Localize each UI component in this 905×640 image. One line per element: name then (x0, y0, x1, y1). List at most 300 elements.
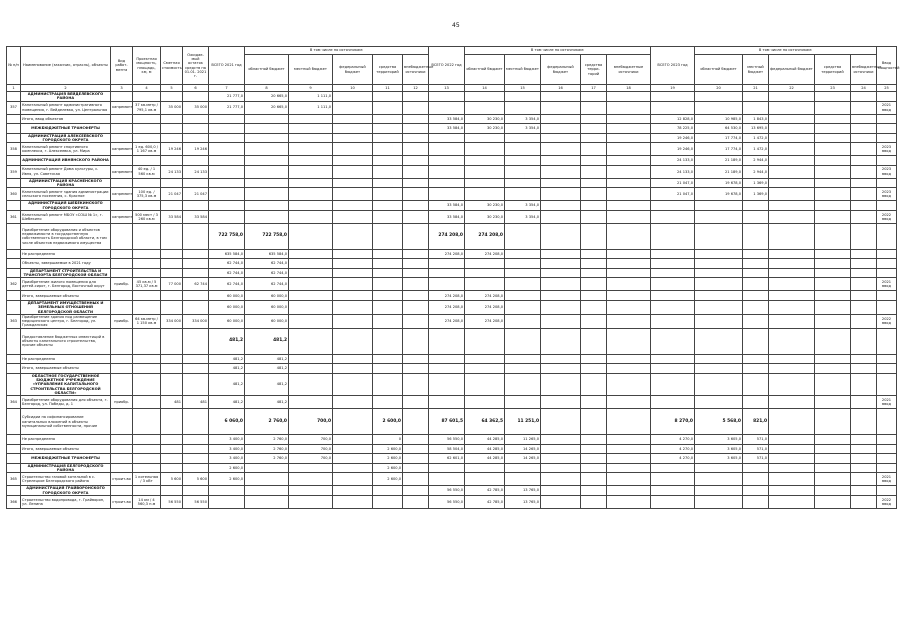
column-number: 10 (333, 85, 373, 92)
value-cell: 62 744,0 (245, 259, 289, 269)
header-col-13: ВСЕГО 2022 год (429, 47, 465, 85)
value-cell (541, 373, 581, 395)
column-number: 17 (581, 85, 607, 92)
value-cell: 481,2 (209, 396, 245, 409)
value-cell (245, 201, 289, 211)
value-cell (877, 156, 897, 166)
value-cell: 700,0 (289, 454, 333, 464)
value-cell (769, 92, 815, 102)
value-cell (245, 495, 289, 508)
value-cell (581, 454, 607, 464)
value-cell (607, 495, 651, 508)
header-col-10: федеральный бюджет (333, 55, 373, 85)
value-cell: 2021 ввод (877, 278, 897, 291)
object-name-cell: МЕЖБЮДЖЕТНЫЕ ТРАНСФЕРТЫ (21, 124, 111, 134)
value-cell (373, 268, 403, 278)
value-cell (183, 373, 209, 395)
table-row (7, 133, 897, 143)
table-row (7, 291, 897, 301)
value-cell (769, 268, 815, 278)
value-cell (289, 165, 333, 178)
value-cell: 33 584,0 (429, 114, 465, 124)
value-cell (877, 133, 897, 143)
value-cell (541, 259, 581, 269)
table-row (7, 223, 897, 249)
header-col-20: областной бюджет (695, 55, 743, 85)
value-cell (851, 259, 877, 269)
value-cell: 2023 ввод (877, 165, 897, 178)
object-name-cell: Приобретение здания под размещение медицинского центра, г. Белгород, ул. Гражданская (21, 314, 111, 328)
value-cell (161, 444, 183, 454)
value-cell: капремонт (111, 143, 133, 156)
value-cell: 19 246,0 (651, 143, 695, 156)
value-cell (403, 156, 429, 166)
value-cell (851, 188, 877, 201)
value-cell (541, 165, 581, 178)
value-cell: 62 744,0 (209, 268, 245, 278)
value-cell: 5 600 (161, 473, 183, 486)
value-cell (743, 101, 769, 114)
object-name-cell: Строительство водопровода, г. Грайворон, ул. Ленина (21, 495, 111, 508)
value-cell (333, 143, 373, 156)
value-cell: 1 369,0 (743, 178, 769, 188)
value-cell (877, 268, 897, 278)
value-cell: 4 270,0 (651, 454, 695, 464)
value-cell (505, 101, 541, 114)
value-cell (403, 463, 429, 473)
value-cell (373, 259, 403, 269)
value-cell (607, 268, 651, 278)
table-row (7, 249, 897, 259)
value-cell: 56 550,0 (429, 435, 465, 445)
row-number-cell (7, 444, 21, 454)
value-cell (373, 165, 403, 178)
value-cell (465, 354, 505, 364)
value-cell (183, 259, 209, 269)
value-cell: 481,2 (245, 373, 289, 395)
value-cell: 274 208,0 (465, 291, 505, 301)
header-col-1: № п/п (7, 47, 21, 85)
value-cell (541, 156, 581, 166)
value-cell: 17 774,0 (695, 133, 743, 143)
column-number: 5 (161, 85, 183, 92)
value-cell (289, 473, 333, 486)
table-row (7, 259, 897, 269)
value-cell: капремонт (111, 188, 133, 201)
value-cell (851, 435, 877, 445)
value-cell: 24 133 (183, 165, 209, 178)
header-col-9: местный бюджет (289, 55, 333, 85)
value-cell (403, 314, 429, 328)
table-row (7, 92, 897, 102)
value-cell (851, 101, 877, 114)
value-cell (505, 314, 541, 328)
value-cell (541, 223, 581, 249)
value-cell: 2 600,0 (373, 444, 403, 454)
value-cell (289, 278, 333, 291)
row-number-cell (7, 454, 21, 464)
value-cell (815, 444, 851, 454)
value-cell (743, 259, 769, 269)
value-cell (815, 300, 851, 314)
value-cell: 481,2 (245, 364, 289, 374)
value-cell (133, 178, 161, 188)
value-cell: 20 665,0 (245, 101, 289, 114)
value-cell: 4 270,0 (651, 435, 695, 445)
value-cell (289, 268, 333, 278)
value-cell (429, 101, 465, 114)
header-col-18: внебюджетные источники (607, 55, 651, 85)
object-name-cell: Не распределено (21, 354, 111, 364)
value-cell (815, 364, 851, 374)
value-cell (289, 300, 333, 314)
value-cell: 571,0 (743, 435, 769, 445)
value-cell (161, 92, 183, 102)
column-number: 12 (403, 85, 429, 92)
value-cell (505, 300, 541, 314)
header-group-2022: В том числе по источникам: (465, 47, 651, 55)
value-cell (877, 201, 897, 211)
value-cell (581, 143, 607, 156)
value-cell: 481,2 (245, 328, 289, 354)
value-cell (581, 92, 607, 102)
header-col-7: ВСЕГО 2021 год (209, 47, 245, 85)
value-cell (695, 328, 743, 354)
value-cell (111, 156, 133, 166)
value-cell (743, 249, 769, 259)
value-cell: 56 550,0 (429, 495, 465, 508)
value-cell (743, 300, 769, 314)
table-row (7, 124, 897, 134)
header-col-19: ВСЕГО 2023 год (651, 47, 695, 85)
header-col-8: областной бюджет (245, 55, 289, 85)
object-name-cell: Капитальный ремонт здания администрации сельского поселения, с. Красное (21, 188, 111, 201)
value-cell (333, 354, 373, 364)
value-cell: 24 133,0 (651, 156, 695, 166)
value-cell (245, 178, 289, 188)
value-cell (183, 92, 209, 102)
value-cell (111, 114, 133, 124)
value-cell (403, 249, 429, 259)
row-number-cell (7, 364, 21, 374)
value-cell (651, 396, 695, 409)
value-cell (161, 300, 183, 314)
column-number: 4 (133, 85, 161, 92)
value-cell: 21 189,0 (695, 156, 743, 166)
value-cell (429, 92, 465, 102)
value-cell (333, 409, 373, 435)
value-cell (111, 201, 133, 211)
value-cell (541, 201, 581, 211)
value-cell (133, 92, 161, 102)
value-cell (743, 473, 769, 486)
header-col-12: внебюджетные источники (403, 55, 429, 85)
value-cell (183, 124, 209, 134)
value-cell (505, 473, 541, 486)
value-cell (743, 291, 769, 301)
table-row (7, 114, 897, 124)
value-cell (403, 396, 429, 409)
value-cell (373, 156, 403, 166)
value-cell (429, 165, 465, 178)
value-cell (465, 92, 505, 102)
value-cell (607, 291, 651, 301)
value-cell: 3 400,0 (209, 435, 245, 445)
value-cell (289, 328, 333, 354)
value-cell (743, 396, 769, 409)
value-cell (505, 328, 541, 354)
value-cell (333, 373, 373, 395)
value-cell: 481,2 (209, 364, 245, 374)
value-cell (769, 133, 815, 143)
value-cell (695, 300, 743, 314)
value-cell (333, 178, 373, 188)
header-col-11: средства территорий (373, 55, 403, 85)
value-cell (815, 92, 851, 102)
value-cell: 0 (373, 435, 403, 445)
value-cell: 5 568,0 (695, 409, 743, 435)
value-cell: 62 601,0 (429, 454, 465, 464)
value-cell (877, 249, 897, 259)
object-name-cell: Итого, ввод объектов (21, 114, 111, 124)
value-cell (581, 328, 607, 354)
value-cell (877, 328, 897, 354)
value-cell (815, 114, 851, 124)
value-cell (373, 101, 403, 114)
object-name-cell: АДМИНИСТРАЦИЯ АЛЕКСЕЕВСКОГО ГОРОДСКОГО ОКРУГА (21, 133, 111, 143)
table-row (7, 210, 897, 223)
object-name-cell: Предоставление бюджетных инвестиций в объекты капитального строительства, прочие объекты (21, 328, 111, 354)
object-name-cell: Не распределено (21, 435, 111, 445)
value-cell: 274 208,0 (429, 314, 465, 328)
header-col-4: Проектная мощность, площадь, км, м (133, 47, 161, 85)
value-cell (851, 249, 877, 259)
value-cell: 14 км / 4 560,3 п.м (133, 495, 161, 508)
value-cell (815, 178, 851, 188)
value-cell (815, 268, 851, 278)
value-cell (851, 92, 877, 102)
value-cell (769, 210, 815, 223)
column-number: 6 (183, 85, 209, 92)
value-cell (695, 495, 743, 508)
value-cell (695, 354, 743, 364)
row-number-cell (7, 409, 21, 435)
value-cell (209, 201, 245, 211)
object-name-cell: АДМИНИСТРАЦИЯ ШЕБЕКИНСКОГО ГОРОДСКОГО ОКРУГА (21, 201, 111, 211)
value-cell (403, 143, 429, 156)
value-cell: 821,0 (743, 409, 769, 435)
value-cell (877, 364, 897, 374)
value-cell (373, 328, 403, 354)
value-cell (429, 278, 465, 291)
value-cell: 2022 ввод (877, 495, 897, 508)
value-cell: 60 000,0 (245, 291, 289, 301)
value-cell (161, 133, 183, 143)
object-name-cell: МЕЖБЮДЖЕТНЫЕ ТРАНСФЕРТЫ (21, 454, 111, 464)
value-cell (333, 259, 373, 269)
value-cell (465, 364, 505, 374)
value-cell: 60 000,0 (245, 314, 289, 328)
value-cell: 19 246 (161, 143, 183, 156)
value-cell: 14 265,0 (505, 444, 541, 454)
value-cell (695, 373, 743, 395)
value-cell (403, 101, 429, 114)
value-cell (373, 133, 403, 143)
value-cell (541, 314, 581, 328)
value-cell (111, 486, 133, 496)
value-cell: 30 230,0 (465, 201, 505, 211)
value-cell (815, 354, 851, 364)
value-cell: 21 047,0 (651, 188, 695, 201)
value-cell (541, 409, 581, 435)
value-cell (183, 435, 209, 445)
object-name-cell: Объекты, завершаемые в 2021 году (21, 259, 111, 269)
value-cell (581, 188, 607, 201)
value-cell (505, 354, 541, 364)
value-cell (403, 300, 429, 314)
value-cell (333, 435, 373, 445)
header-group-2021: В том числе по источникам: (245, 47, 429, 55)
value-cell (183, 133, 209, 143)
value-cell (877, 444, 897, 454)
row-number-cell (7, 354, 21, 364)
header-col-16: федеральный бюджет (541, 55, 581, 85)
value-cell (607, 156, 651, 166)
value-cell (245, 156, 289, 166)
value-cell (769, 201, 815, 211)
value-cell (607, 201, 651, 211)
value-cell (581, 101, 607, 114)
value-cell: 13 695,0 (743, 124, 769, 134)
value-cell (111, 364, 133, 374)
column-number: 18 (607, 85, 651, 92)
value-cell (607, 165, 651, 178)
value-cell (607, 210, 651, 223)
value-cell (465, 268, 505, 278)
value-cell (505, 143, 541, 156)
value-cell (581, 249, 607, 259)
value-cell (403, 364, 429, 374)
value-cell: капремонт (111, 165, 133, 178)
row-number-cell: 361 (7, 210, 21, 223)
value-cell: 33 584 (161, 210, 183, 223)
value-cell: 64 кв.метр / 1 150 кв.м (133, 314, 161, 328)
value-cell (695, 201, 743, 211)
table-row (7, 143, 897, 156)
value-cell (607, 278, 651, 291)
value-cell (289, 486, 333, 496)
value-cell: 40 ед. / 1 560 кв.м (133, 165, 161, 178)
value-cell (183, 328, 209, 354)
value-cell (161, 328, 183, 354)
value-cell (209, 210, 245, 223)
value-cell: 60 000,0 (209, 291, 245, 301)
table-row (7, 435, 897, 445)
value-cell (607, 101, 651, 114)
value-cell: 274 208,0 (429, 223, 465, 249)
row-number-cell (7, 201, 21, 211)
value-cell: 2023 ввод (877, 143, 897, 156)
value-cell (183, 486, 209, 496)
value-cell (403, 409, 429, 435)
value-cell (607, 124, 651, 134)
value-cell (769, 463, 815, 473)
column-number: 20 (695, 85, 743, 92)
value-cell (651, 354, 695, 364)
value-cell (465, 188, 505, 201)
value-cell: 500 мест / 3 260 кв.м (133, 210, 161, 223)
value-cell (695, 92, 743, 102)
value-cell: 700,0 (289, 444, 333, 454)
value-cell (465, 156, 505, 166)
value-cell (161, 201, 183, 211)
value-cell: 722 758,0 (245, 223, 289, 249)
value-cell (815, 486, 851, 496)
value-cell (851, 328, 877, 354)
value-cell (695, 210, 743, 223)
row-number-cell: 365 (7, 473, 21, 486)
value-cell (581, 201, 607, 211)
column-number: 24 (851, 85, 877, 92)
value-cell (769, 495, 815, 508)
value-cell (133, 291, 161, 301)
value-cell (133, 124, 161, 134)
value-cell: 3 354,0 (505, 114, 541, 124)
value-cell (289, 291, 333, 301)
value-cell (651, 249, 695, 259)
value-cell (581, 268, 607, 278)
value-cell (541, 435, 581, 445)
value-cell (403, 188, 429, 201)
value-cell (769, 354, 815, 364)
value-cell (373, 495, 403, 508)
value-cell (373, 143, 403, 156)
value-cell (161, 114, 183, 124)
value-cell (769, 114, 815, 124)
table-row (7, 444, 897, 454)
value-cell: 481 (161, 396, 183, 409)
value-cell (333, 188, 373, 201)
value-cell (209, 495, 245, 508)
value-cell: 30 230,0 (465, 124, 505, 134)
value-cell (815, 201, 851, 211)
value-cell (403, 165, 429, 178)
value-cell (289, 396, 333, 409)
value-cell (505, 364, 541, 374)
row-number-cell (7, 249, 21, 259)
value-cell (541, 354, 581, 364)
value-cell (429, 259, 465, 269)
value-cell (651, 291, 695, 301)
value-cell: 19 678,0 (695, 178, 743, 188)
value-cell (651, 259, 695, 269)
column-number: 23 (815, 85, 851, 92)
table-row (7, 454, 897, 464)
value-cell (429, 328, 465, 354)
value-cell (769, 314, 815, 328)
row-number-cell (7, 259, 21, 269)
value-cell (743, 210, 769, 223)
header-col-6: Ожидае-мый остаток средств на 01.01. 2021 г. (183, 47, 209, 85)
value-cell (373, 249, 403, 259)
row-number-cell (7, 124, 21, 134)
value-cell (111, 223, 133, 249)
row-number-cell (7, 291, 21, 301)
column-number-row (7, 85, 897, 92)
value-cell (373, 486, 403, 496)
value-cell (289, 373, 333, 395)
column-number: 15 (505, 85, 541, 92)
